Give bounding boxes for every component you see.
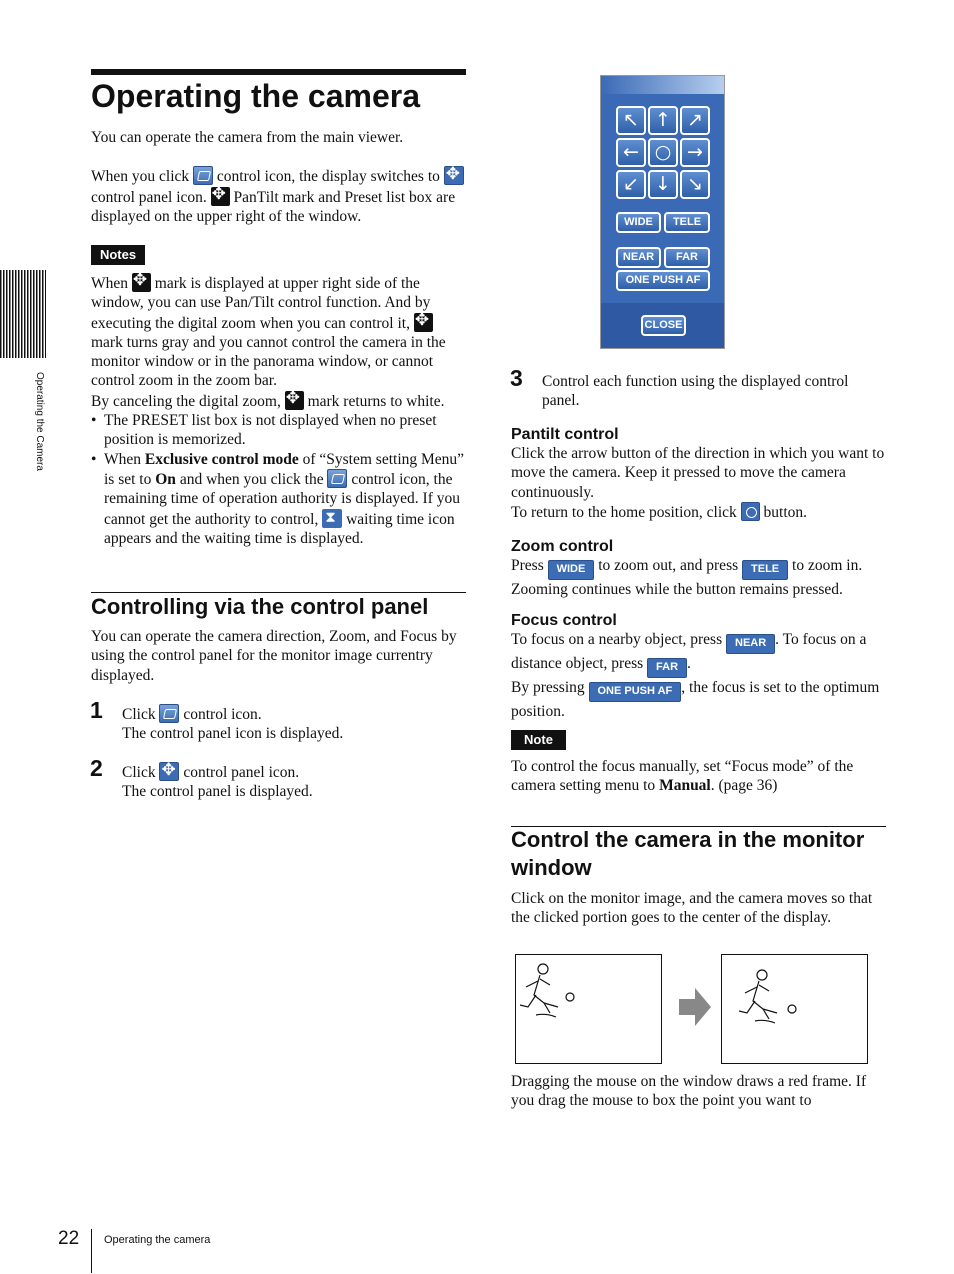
notes-bullet-2: • When Exclusive control mode of “System setting Menu” is set to On and when you click the control icon, the remaining time of operation authority is displayed. If you cannot get the authority to control, ⧗ waiting time icon appears and the waiting time is displayed. [91, 450, 467, 548]
one-push-af-button[interactable]: ONE PUSH AF [616, 270, 710, 291]
section-monitor-paragraph-2: Dragging the mouse on the window draws a red frame. If you drag the mouse to box the point you want to [511, 1073, 867, 1110]
title-rule [91, 69, 466, 75]
pan-up-button[interactable]: ↑ [648, 106, 678, 135]
pan-left-button[interactable]: ← [616, 138, 646, 167]
near-button[interactable]: NEAR [616, 247, 661, 268]
control-icon [193, 166, 213, 185]
focus-paragraph-2: By pressing ONE PUSH AF , the focus is set to the optimum position. [511, 679, 880, 720]
section-monitor-paragraph-1: Click on the monitor image, and the camera moves so that the clicked portion goes to the center of the display. [511, 890, 873, 927]
intro-text [91, 128, 467, 226]
note-label: Note [511, 730, 566, 750]
notes-body [91, 273, 467, 548]
section-heading-monitor: Control the camera in the monitor window [511, 827, 865, 880]
notes-paragraph-2: By canceling the digital zoom, ✥ mark returns to white. [91, 391, 467, 411]
step-1-number: 1 [90, 697, 103, 723]
pan-down-right-button[interactable]: ↘ [680, 170, 710, 199]
zoom-heading: Zoom control [511, 538, 614, 555]
control-panel-icon [444, 166, 464, 185]
one-push-af-inline-button: ONE PUSH AF [589, 682, 682, 702]
close-button[interactable]: CLOSE [641, 315, 686, 336]
notes-bullets [91, 411, 467, 548]
step-2-text: Click ✥ control panel icon. The control panel is displayed. [122, 762, 467, 802]
focus-section [511, 612, 889, 721]
control-icon [159, 704, 179, 723]
soccer-player-image [516, 955, 661, 1063]
step-3-text: Control each function using the displayed control panel. [542, 373, 849, 410]
pantilt-paragraph-1: Click the arrow button of the direction in which you want to move the camera. Keep it pressed to move the camera continuously. [511, 445, 885, 501]
page-title: Operating the camera [91, 78, 420, 114]
notes-label: Notes [91, 245, 145, 265]
wide-button[interactable]: WIDE [616, 212, 661, 233]
tele-inline-button: TELE [742, 560, 788, 580]
step-2-number: 2 [90, 755, 103, 781]
pantilt-heading: Pantilt control [511, 426, 619, 443]
pantilt-section [511, 426, 889, 522]
soccer-player-image [722, 955, 867, 1063]
pan-right-button[interactable]: → [680, 138, 710, 167]
wide-inline-button: WIDE [548, 560, 595, 580]
control-panel [600, 75, 725, 349]
notes-bullet-1: • The PRESET list box is not displayed when no preset position is memorized. [91, 411, 467, 450]
pan-down-button[interactable]: ↓ [648, 170, 678, 199]
intro-paragraph-1: You can operate the camera from the main viewer. [91, 129, 404, 146]
arrow-right-icon [679, 988, 711, 1026]
notes-paragraph-1: When ✥ mark is displayed at upper right side of the window, you can use Pan/Tilt control function. And by executing the digital zoom when you can control it, ✥ mark turns gray and you cannot control the camera in the monitor window or in the panorama window, or cannot control zoom in the zoom bar. [91, 273, 467, 391]
zoom-paragraph: Press WIDE to zoom out, and press TELE to zoom in. Zooming continues while the button remains pressed. [511, 557, 863, 598]
pan-up-left-button[interactable]: ↖ [616, 106, 646, 135]
waiting-time-icon [322, 509, 342, 528]
monitor-after [721, 954, 868, 1064]
intro-paragraph-2: When you click control icon, the display switches to ✥ control panel icon. ✥ PanTilt mark and Preset list box are displayed on the upper right of the window. [91, 166, 467, 226]
footer-divider [91, 1229, 92, 1273]
near-inline-button: NEAR [726, 634, 775, 654]
side-tab-bars [0, 270, 46, 358]
tele-button[interactable]: TELE [664, 212, 710, 233]
side-tab-label: Operating the Camera [34, 372, 45, 471]
home-icon [741, 502, 760, 521]
section-rule [91, 592, 466, 593]
section-heading-control-panel: Controlling via the control panel [91, 594, 429, 619]
note-text: To control the focus manually, set “Focus mode” of the camera setting menu to Manual. (page 36) [511, 758, 854, 795]
monitor-before [515, 954, 662, 1064]
control-panel-titlebar [601, 76, 725, 94]
pan-down-left-button[interactable]: ↙ [616, 170, 646, 199]
section-panel-intro: You can operate the camera direction, Zoom, and Focus by using the control panel for the monitor image currentry displayed. [91, 628, 457, 684]
step-3-number: 3 [510, 365, 523, 391]
control-icon [327, 469, 347, 488]
zoom-section [511, 538, 889, 599]
pantilt-mark-icon [414, 313, 433, 332]
step-1-text: Click control icon. The control panel icon is displayed. [122, 706, 344, 743]
pantilt-mark-icon [285, 391, 304, 410]
footer-text: Operating the camera [104, 1234, 211, 1246]
pantilt-mark-icon [211, 187, 230, 206]
far-button[interactable]: FAR [664, 247, 710, 268]
focus-heading: Focus control [511, 612, 617, 629]
control-panel-icon [159, 762, 179, 781]
focus-paragraph-1: To focus on a nearby object, press NEAR . To focus on a distance object, press FAR . [511, 630, 889, 678]
pantilt-paragraph-2: To return to the home position, click button. [511, 503, 808, 521]
far-inline-button: FAR [647, 658, 687, 678]
pantilt-mark-icon [132, 273, 151, 292]
home-button[interactable]: ○ [648, 138, 678, 167]
pan-up-right-button[interactable]: ↗ [680, 106, 710, 135]
page-number: 22 [58, 1228, 80, 1249]
